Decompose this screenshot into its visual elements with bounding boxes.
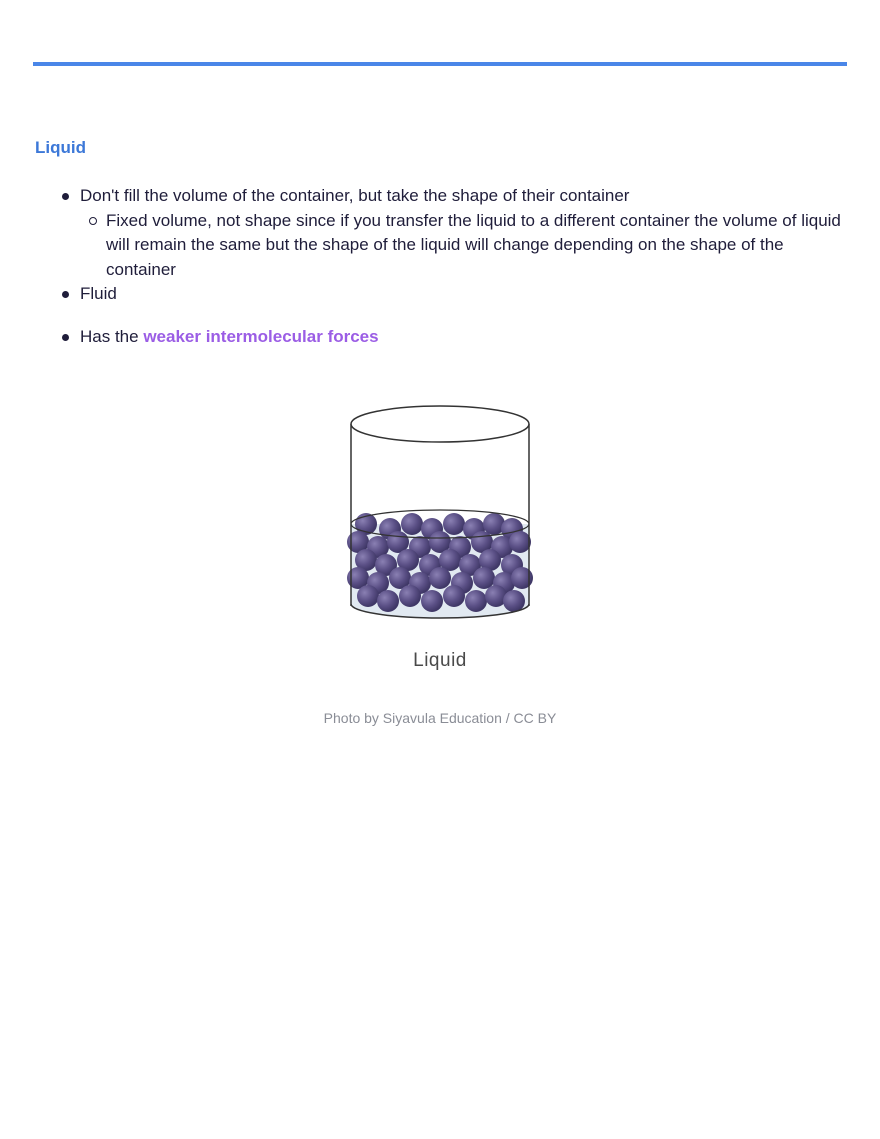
- bullet-item-fluid: [62, 282, 847, 307]
- particle: [503, 590, 525, 612]
- particle: [443, 585, 465, 607]
- particle: [357, 585, 379, 607]
- top-divider: [33, 62, 847, 66]
- particle: [443, 513, 465, 535]
- bullet-item-forces: [62, 325, 847, 350]
- particle: [421, 590, 443, 612]
- particle: [401, 513, 423, 535]
- bullet-text-prefix: Has the: [80, 326, 144, 346]
- bullet-text: Fluid: [80, 284, 117, 303]
- liquid-illustration: [340, 398, 540, 683]
- image-credit: Photo by Siyavula Education / CC BY: [323, 710, 557, 726]
- particle: [465, 590, 487, 612]
- sub-bullet-item-volume: [80, 209, 847, 283]
- beaker-drawing: [340, 398, 540, 638]
- figure-label: Liquid: [413, 650, 467, 671]
- particle: [429, 567, 451, 589]
- particle: [473, 567, 495, 589]
- particle: [509, 531, 531, 553]
- highlighted-term: weaker intermolecular forces: [143, 326, 379, 346]
- sub-bullet-list: [80, 209, 847, 283]
- bullet-text: Don't fill the volume of the container, but take the shape of their container: [80, 186, 630, 205]
- bullet-list: [62, 184, 847, 349]
- particle-group: [347, 513, 533, 612]
- beaker-rim: [351, 406, 529, 442]
- particle: [399, 585, 421, 607]
- section-heading: Liquid: [35, 138, 86, 157]
- sub-bullet-text: Fixed volume, not shape since if you transfer the liquid to a different container the volume of liquid will remain the same but the shape of the liquid will change depending on the shape of the container: [106, 210, 841, 279]
- particle: [377, 590, 399, 612]
- bullet-item-shape: [62, 184, 847, 282]
